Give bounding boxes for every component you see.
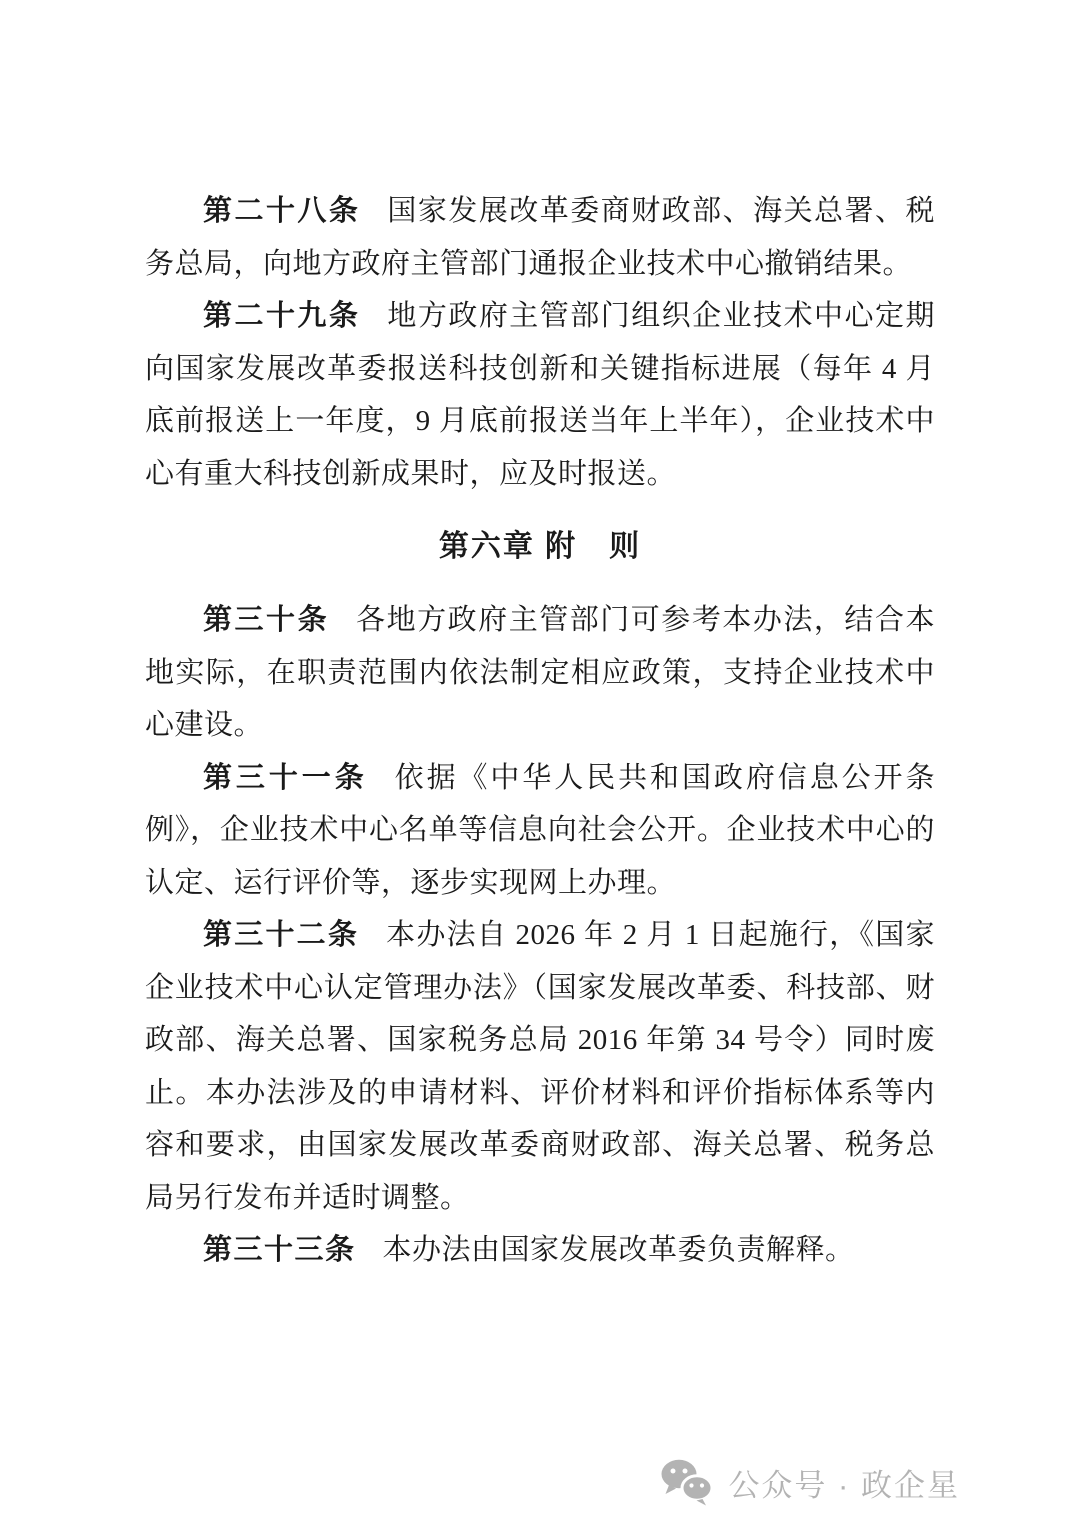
article-text: 国家发展改革委商财政部、海关总署、税务总局，向地方政府主管部门通报企业技术中心撤销结果。: [145, 195, 935, 280]
article-number-label: 第三十条: [203, 604, 330, 636]
article-text: 各地方政府主管部门可参考本办法，结合本地实际，在职责范围内依法制定相应政策，支持企业技术中心建设。: [145, 604, 935, 741]
article-paragraph: [145, 909, 935, 1224]
article-paragraph: [145, 1224, 935, 1277]
article-number-label: 第二十八条: [203, 195, 361, 227]
article-paragraph: [145, 752, 935, 910]
wechat-icon: [660, 1458, 714, 1506]
article-paragraph: [145, 290, 935, 500]
article-number-label: 第二十九条: [203, 300, 361, 332]
article-text: 本办法自 2026 年 2 月 1 日起施行，《国家企业技术中心认定管理办法》（国家发展改革委、科技部、财政部、海关总署、国家税务总局 2016 年第 34 号令）同时废止。本办法涉及的申请材料、评价材料和评价指标体系等内容和要求，由国家发展改革委商财政部、海关总署、税务总局另行发布并适时调整。: [145, 919, 935, 1214]
watermark-footer: [660, 1458, 960, 1506]
article-number-label: 第三十一条: [203, 761, 368, 794]
article-number-label: 第三十二条: [203, 919, 360, 951]
article-number-label: 第三十三条: [203, 1234, 356, 1266]
article-paragraph: [145, 185, 935, 290]
article-text: 地方政府主管部门组织企业技术中心定期向国家发展改革委报送科技创新和关键指标进展（每年 4 月底前报送上一年度，9 月底前报送当年上半年），企业技术中心有重大科技创新成果时，应及时报送。: [145, 300, 935, 490]
article-text: 本办法由国家发展改革委负责解释。: [382, 1234, 855, 1266]
document-body: [145, 185, 935, 1277]
article-paragraph: [145, 594, 935, 752]
watermark-text: 公众号 · 政企星: [728, 1467, 960, 1503]
article-text: 依据《中华人民共和国政府信息公开条例》，企业技术中心名单等信息向社会公开。企业技术中心的认定、运行评价等，逐步实现网上办理。: [145, 761, 935, 899]
chapter-heading: 第六章 附 则: [438, 530, 642, 563]
